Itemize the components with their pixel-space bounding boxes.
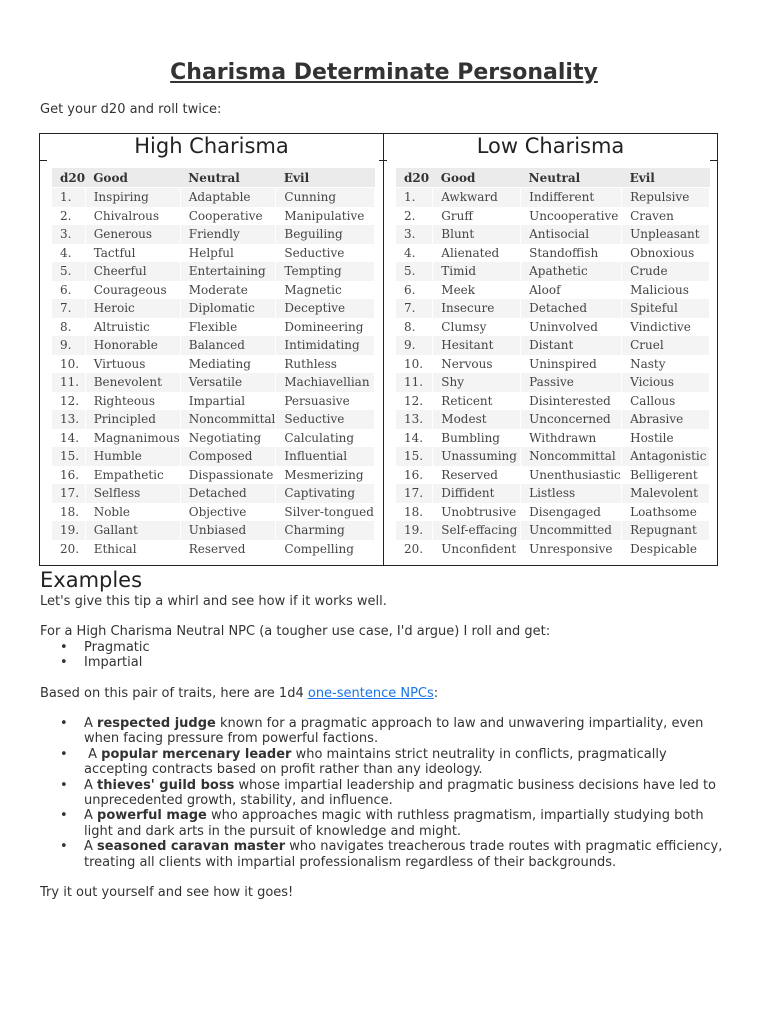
roll-cell: 5. <box>396 262 433 281</box>
table-row <box>396 207 710 226</box>
neutral-cell: Distant <box>521 336 622 355</box>
good-cell: Hesitant <box>433 336 521 355</box>
good-cell: Meek <box>433 281 521 300</box>
roll-cell: 16. <box>396 466 433 485</box>
frame-tick-right <box>710 160 718 161</box>
evil-cell: Unpleasant <box>622 225 710 244</box>
roll-cell: 19. <box>52 521 85 540</box>
roll-cell: 11. <box>52 373 85 392</box>
table-row <box>52 244 375 263</box>
good-cell: Self-effacing <box>433 521 521 540</box>
evil-cell: Vicious <box>622 373 710 392</box>
good-cell: Altruistic <box>85 318 180 337</box>
neutral-cell: Mediating <box>180 355 276 374</box>
neutral-cell: Detached <box>521 299 622 318</box>
evil-cell: Beguiling <box>276 225 375 244</box>
text: A <box>84 716 98 732</box>
evil-cell: Belligerent <box>622 466 710 485</box>
good-cell: Empathetic <box>85 466 180 485</box>
evil-cell: Machiavellian <box>276 373 375 392</box>
col-header-d20: d20 <box>396 168 433 188</box>
table-row <box>52 484 375 503</box>
evil-cell: Magnetic <box>276 281 375 300</box>
panel-divider <box>383 133 384 566</box>
table-row <box>52 262 375 281</box>
table-row <box>396 318 710 337</box>
good-cell: Principled <box>85 410 180 429</box>
table-row <box>52 429 375 448</box>
text: Based on this pair of traits, here are 1d4 <box>40 685 308 701</box>
neutral-cell: Apathetic <box>521 262 622 281</box>
col-header-evil: Evil <box>276 168 375 188</box>
intro-text: Get your d20 and roll twice: <box>40 102 222 117</box>
good-cell: Unassuming <box>433 447 521 466</box>
table-row <box>396 262 710 281</box>
neutral-cell: Unenthusiastic <box>521 466 622 485</box>
neutral-cell: Balanced <box>180 336 276 355</box>
neutral-cell: Friendly <box>180 225 276 244</box>
good-cell: Ethical <box>85 540 180 559</box>
text: known for a pragmatic approach to law and unwavering impartiality, even when facing pressure from powerful factions. <box>84 716 704 747</box>
good-cell: Insecure <box>433 299 521 318</box>
table-row <box>52 355 375 374</box>
evil-cell: Crude <box>622 262 710 281</box>
neutral-cell: Noncommittal <box>521 447 622 466</box>
good-cell: Shy <box>433 373 521 392</box>
roll-cell: 8. <box>396 318 433 337</box>
roll-cell: 5. <box>52 262 85 281</box>
table-row <box>396 244 710 263</box>
npc-list <box>40 716 730 870</box>
roll-cell: 11. <box>396 373 433 392</box>
npc-item <box>84 808 730 839</box>
roll-cell: 18. <box>396 503 433 522</box>
roll-cell: 17. <box>52 484 85 503</box>
col-header-d20: d20 <box>52 168 85 188</box>
good-cell: Diffident <box>433 484 521 503</box>
evil-cell: Loathsome <box>622 503 710 522</box>
table-row <box>52 207 375 226</box>
table-row <box>52 188 375 207</box>
good-cell: Noble <box>85 503 180 522</box>
table-row <box>396 299 710 318</box>
good-cell: Generous <box>85 225 180 244</box>
table-row <box>52 447 375 466</box>
table-row <box>396 355 710 374</box>
paragraph: Let's give this tip a whirl and see how if it works well. <box>40 594 387 609</box>
good-cell: Modest <box>433 410 521 429</box>
npc-item <box>84 778 730 809</box>
good-cell: Clumsy <box>433 318 521 337</box>
neutral-cell: Unbiased <box>180 521 276 540</box>
good-cell: Blunt <box>433 225 521 244</box>
low-charisma-title: Low Charisma <box>476 134 625 158</box>
col-header-evil: Evil <box>622 168 710 188</box>
neutral-cell: Uncooperative <box>521 207 622 226</box>
neutral-cell: Uncommitted <box>521 521 622 540</box>
text: A <box>84 746 102 762</box>
evil-cell: Influential <box>276 447 375 466</box>
roll-cell: 1. <box>52 188 85 207</box>
roll-cell: 9. <box>52 336 85 355</box>
low-charisma-table <box>396 168 710 558</box>
table-row <box>396 484 710 503</box>
neutral-cell: Reserved <box>180 540 276 559</box>
evil-cell: Calculating <box>276 429 375 448</box>
roll-cell: 3. <box>396 225 433 244</box>
good-cell: Reserved <box>433 466 521 485</box>
good-cell: Alienated <box>433 244 521 263</box>
evil-cell: Repugnant <box>622 521 710 540</box>
table-row <box>52 336 375 355</box>
good-cell: Cheerful <box>85 262 180 281</box>
evil-cell: Charming <box>276 521 375 540</box>
neutral-cell: Withdrawn <box>521 429 622 448</box>
good-cell: Magnanimous <box>85 429 180 448</box>
neutral-cell: Negotiating <box>180 429 276 448</box>
table-row <box>52 299 375 318</box>
roll-cell: 2. <box>52 207 85 226</box>
good-cell: Chivalrous <box>85 207 180 226</box>
npc-name: popular mercenary leader <box>101 746 292 762</box>
roll-cell: 6. <box>52 281 85 300</box>
evil-cell: Compelling <box>276 540 375 559</box>
good-cell: Humble <box>85 447 180 466</box>
table-row <box>396 410 710 429</box>
neutral-cell: Uninspired <box>521 355 622 374</box>
table-row <box>52 281 375 300</box>
roll-cell: 12. <box>52 392 85 411</box>
good-cell: Awkward <box>433 188 521 207</box>
good-cell: Reticent <box>433 392 521 411</box>
table-row <box>396 540 710 559</box>
good-cell: Honorable <box>85 336 180 355</box>
table-row <box>396 373 710 392</box>
good-cell: Virtuous <box>85 355 180 374</box>
neutral-cell: Indifferent <box>521 188 622 207</box>
list-item: • Pragmatic <box>84 640 730 655</box>
neutral-cell: Standoffish <box>521 244 622 263</box>
table-row <box>396 447 710 466</box>
evil-cell: Callous <box>622 392 710 411</box>
good-cell: Timid <box>433 262 521 281</box>
evil-cell: Seductive <box>276 410 375 429</box>
table-row <box>396 336 710 355</box>
examples-heading: Examples <box>40 568 143 592</box>
roll-cell: 7. <box>52 299 85 318</box>
roll-cell: 13. <box>52 410 85 429</box>
neutral-cell: Helpful <box>180 244 276 263</box>
evil-cell: Malevolent <box>622 484 710 503</box>
one-sentence-npcs-link[interactable]: one-sentence NPCs <box>307 685 434 701</box>
roll-cell: 18. <box>52 503 85 522</box>
npc-item <box>84 716 730 747</box>
roll-cell: 13. <box>396 410 433 429</box>
roll-cell: 6. <box>396 281 433 300</box>
neutral-cell: Listless <box>521 484 622 503</box>
evil-cell: Spiteful <box>622 299 710 318</box>
paragraph: Try it out yourself and see how it goes! <box>40 885 294 901</box>
roll-cell: 2. <box>396 207 433 226</box>
trait-list <box>40 640 730 671</box>
neutral-cell: Versatile <box>180 373 276 392</box>
evil-cell: Cunning <box>276 188 375 207</box>
examples-body <box>40 594 730 901</box>
table-row <box>396 503 710 522</box>
text: A <box>84 808 98 824</box>
good-cell: Nervous <box>433 355 521 374</box>
text: whose impartial leadership and pragmatic business decisions have led to unprecedented growth, stability, and influence. <box>84 777 717 809</box>
evil-cell: Deceptive <box>276 299 375 318</box>
text: who navigates treacherous trade routes with pragmatic efficiency, treating all clients with impartial professionalism regardless of their backgrounds. <box>84 839 723 870</box>
good-cell: Tactful <box>85 244 180 263</box>
good-cell: Heroic <box>85 299 180 318</box>
good-cell: Gallant <box>85 521 180 540</box>
neutral-cell: Adaptable <box>180 188 276 207</box>
roll-cell: 4. <box>396 244 433 263</box>
good-cell: Benevolent <box>85 373 180 392</box>
roll-cell: 10. <box>52 355 85 374</box>
evil-cell: Silver-tongued <box>276 503 375 522</box>
table-row <box>396 429 710 448</box>
npc-name: seasoned caravan master <box>97 839 286 855</box>
good-cell: Righteous <box>85 392 180 411</box>
neutral-cell: Moderate <box>180 281 276 300</box>
col-header-good: Good <box>433 168 521 188</box>
evil-cell: Mesmerizing <box>276 466 375 485</box>
neutral-cell: Diplomatic <box>180 299 276 318</box>
evil-cell: Intimidating <box>276 336 375 355</box>
roll-cell: 9. <box>396 336 433 355</box>
neutral-cell: Uninvolved <box>521 318 622 337</box>
frame-tick-left <box>39 160 47 161</box>
paragraph: For a High Charisma Neutral NPC (a tougher use case, I'd argue) I roll and get: <box>40 624 551 640</box>
table-row <box>396 392 710 411</box>
evil-cell: Despicable <box>622 540 710 559</box>
neutral-cell: Impartial <box>180 392 276 411</box>
paragraph <box>40 686 730 701</box>
good-cell: Gruff <box>433 207 521 226</box>
neutral-cell: Dispassionate <box>180 466 276 485</box>
table-row <box>52 373 375 392</box>
evil-cell: Captivating <box>276 484 375 503</box>
evil-cell: Vindictive <box>622 318 710 337</box>
neutral-cell: Noncommittal <box>180 410 276 429</box>
evil-cell: Ruthless <box>276 355 375 374</box>
good-cell: Inspiring <box>85 188 180 207</box>
table-row <box>52 225 375 244</box>
roll-cell: 16. <box>52 466 85 485</box>
roll-cell: 1. <box>396 188 433 207</box>
roll-cell: 20. <box>396 540 433 559</box>
table-row <box>52 410 375 429</box>
evil-cell: Manipulative <box>276 207 375 226</box>
roll-cell: 10. <box>396 355 433 374</box>
roll-cell: 7. <box>396 299 433 318</box>
col-header-neutral: Neutral <box>521 168 622 188</box>
table-row <box>52 392 375 411</box>
text: who approaches magic with ruthless pragmatism, impartially studying both light and dark arts in the pursuit of knowledge and might. <box>84 808 704 839</box>
roll-cell: 17. <box>396 484 433 503</box>
neutral-cell: Aloof <box>521 281 622 300</box>
neutral-cell: Antisocial <box>521 225 622 244</box>
evil-cell: Cruel <box>622 336 710 355</box>
evil-cell: Tempting <box>276 262 375 281</box>
roll-cell: 15. <box>52 447 85 466</box>
neutral-cell: Disengaged <box>521 503 622 522</box>
table-row <box>52 318 375 337</box>
table-row <box>52 503 375 522</box>
list-item: • Impartial <box>84 655 730 670</box>
table-row <box>52 521 375 540</box>
roll-cell: 4. <box>52 244 85 263</box>
npc-name: respected judge <box>97 716 216 732</box>
table-row <box>396 225 710 244</box>
npc-name: powerful mage <box>97 808 207 824</box>
good-cell: Courageous <box>85 281 180 300</box>
roll-cell: 19. <box>396 521 433 540</box>
neutral-cell: Cooperative <box>180 207 276 226</box>
table-row <box>396 281 710 300</box>
roll-cell: 8. <box>52 318 85 337</box>
text: A <box>84 839 98 855</box>
evil-cell: Craven <box>622 207 710 226</box>
table-row <box>52 466 375 485</box>
evil-cell: Nasty <box>622 355 710 374</box>
frame-tick-mid <box>379 160 387 161</box>
evil-cell: Malicious <box>622 281 710 300</box>
evil-cell: Repulsive <box>622 188 710 207</box>
neutral-cell: Flexible <box>180 318 276 337</box>
roll-cell: 15. <box>396 447 433 466</box>
table-row <box>396 521 710 540</box>
good-cell: Selfless <box>85 484 180 503</box>
col-header-good: Good <box>85 168 180 188</box>
col-header-neutral: Neutral <box>180 168 276 188</box>
text: : <box>433 685 439 701</box>
roll-cell: 14. <box>396 429 433 448</box>
neutral-cell: Composed <box>180 447 276 466</box>
neutral-cell: Disinterested <box>521 392 622 411</box>
neutral-cell: Detached <box>180 484 276 503</box>
page-title: Charisma Determinate Personality <box>170 60 598 85</box>
good-cell: Unconfident <box>433 540 521 559</box>
evil-cell: Persuasive <box>276 392 375 411</box>
high-charisma-table <box>52 168 375 558</box>
roll-cell: 14. <box>52 429 85 448</box>
evil-cell: Seductive <box>276 244 375 263</box>
text: who maintains strict neutrality in conflicts, pragmatically accepting contracts based on profit rather than any ideology. <box>84 746 667 778</box>
table-row <box>396 188 710 207</box>
npc-name: thieves' guild boss <box>97 777 235 793</box>
table-row <box>52 540 375 559</box>
neutral-cell: Unconcerned <box>521 410 622 429</box>
neutral-cell: Passive <box>521 373 622 392</box>
npc-item <box>84 747 730 778</box>
evil-cell: Antagonistic <box>622 447 710 466</box>
roll-cell: 3. <box>52 225 85 244</box>
neutral-cell: Unresponsive <box>521 540 622 559</box>
text: A <box>84 777 98 793</box>
roll-cell: 12. <box>396 392 433 411</box>
neutral-cell: Objective <box>180 503 276 522</box>
npc-item <box>84 839 730 870</box>
good-cell: Unobtrusive <box>433 503 521 522</box>
evil-cell: Hostile <box>622 429 710 448</box>
roll-cell: 20. <box>52 540 85 559</box>
evil-cell: Abrasive <box>622 410 710 429</box>
good-cell: Bumbling <box>433 429 521 448</box>
high-charisma-title: High Charisma <box>134 134 289 158</box>
table-row <box>396 466 710 485</box>
evil-cell: Domineering <box>276 318 375 337</box>
evil-cell: Obnoxious <box>622 244 710 263</box>
neutral-cell: Entertaining <box>180 262 276 281</box>
